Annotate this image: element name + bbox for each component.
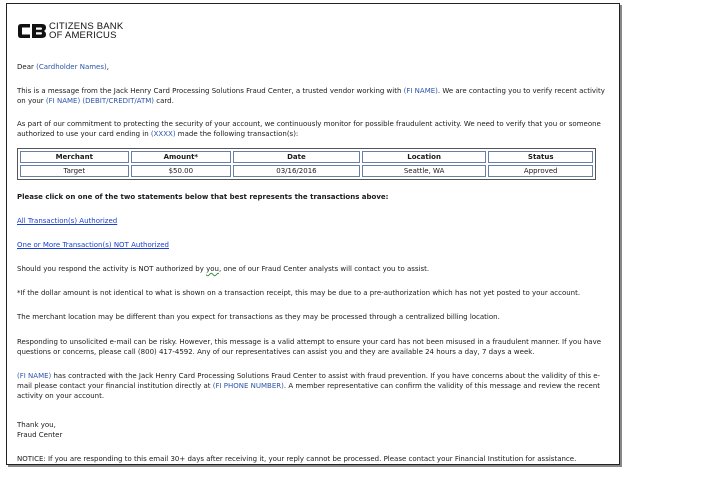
greeting-prefix: Dear <box>17 63 37 71</box>
greeting-suffix: , <box>106 63 109 71</box>
greeting <box>17 62 612 72</box>
commitment-text: made the following transaction(s): <box>175 130 299 138</box>
instruction-text: Please click on one of the two statements below that best represents the transactions above: <box>17 193 389 201</box>
bank-name <box>49 22 123 40</box>
cell-amount: $50.00 <box>131 165 232 177</box>
col-header-date: Date <box>233 151 360 163</box>
cell-date: 03/16/2016 <box>233 165 360 177</box>
cell-location: Seattle, WA <box>362 165 487 177</box>
amount-note: *If the dollar amount is not identical to what is shown on a transaction receipt, this may be due to a pre-authorization which has not yet posted to your account. <box>17 289 581 297</box>
signoff-sender: Fraud Center <box>17 431 63 439</box>
all-authorized-link[interactable]: All Transaction(s) Authorized <box>17 217 118 225</box>
bank-logo <box>17 20 123 42</box>
cb-monogram-icon <box>17 22 47 40</box>
fi-name-placeholder: (FI NAME) <box>403 87 438 95</box>
contract-text: . A member representative can confirm the validity of this message and review the recent activity on your account. <box>17 382 601 400</box>
email-frame <box>6 3 620 465</box>
commitment-paragraph <box>17 119 612 139</box>
signoff <box>17 420 612 440</box>
bank-name-line2: OF AMERICUS <box>49 30 117 41</box>
col-header-merchant: Merchant <box>20 151 129 163</box>
table-row <box>20 165 593 177</box>
cardholder-name-placeholder: (Cardholder Names) <box>36 63 107 71</box>
intro-text: card. <box>154 97 174 105</box>
intro-text: This is a message from the Jack Henry Card Processing Solutions Fraud Center, a trusted vendor working with <box>17 87 404 95</box>
card-last-placeholder: (XXXX) <box>150 130 176 138</box>
col-header-status: Status <box>488 151 593 163</box>
col-header-location: Location <box>362 151 487 163</box>
card-type-placeholder: (DEBIT/CREDIT/ATM) <box>82 97 155 105</box>
table-header-row <box>20 151 593 163</box>
authorized-link-line <box>17 216 612 226</box>
not-authorized-link-line <box>17 240 612 250</box>
fi-name-placeholder: (FI NAME) <box>17 372 52 380</box>
signoff-thanks: Thank you, <box>17 421 56 429</box>
col-header-amount: Amount* <box>131 151 232 163</box>
merchant-note: The merchant location may be different than you expect for transactions as they may be processed through a centralized billing location. <box>17 313 500 321</box>
notice-text: NOTICE: If you are responding to this email 30+ days after receiving it, your reply cannot be processed. Please contact your Financial Institution for assistance. <box>17 455 577 463</box>
fi-phone-placeholder: (FI PHONE NUMBER) <box>212 382 284 390</box>
respond-note <box>17 264 612 274</box>
transactions-table <box>17 148 596 180</box>
not-authorized-link[interactable]: One or More Transaction(s) NOT Authorized <box>17 241 170 249</box>
risk-note: Responding to unsolicited e-mail can be risky. However, this message is a valid attempt to ensure your card has not been misused in a fraudulent manner. If you have questions or concerns, please call (800) 417-4592. Any of our representatives can assist you and they are available 24 hours a day, 7 days a week. <box>17 338 602 356</box>
fi-name-placeholder: (FI NAME) <box>45 97 81 105</box>
intro-paragraph <box>17 86 612 106</box>
intro-text: . We are contacting you to verify recent activity on your <box>17 87 605 105</box>
commitment-text: As part of our commitment to protecting the security of your account, we continuously monitor for possible fraudulent activity. We need to verify that you or someone authorized to use your card ending in <box>17 120 601 138</box>
respond-text: Should you respond the activity is NOT authorized by <box>17 265 207 273</box>
contract-text: has contracted with the Jack Henry Card Processing Solutions Fraud Center to assist with fraud prevention. If you have concerns about the validity of this e-mail please contact your financial institution directly at <box>17 372 601 390</box>
contract-note <box>17 371 612 401</box>
cell-status: Approved <box>488 165 593 177</box>
respond-you: you <box>206 265 219 273</box>
respond-text: , one of our Fraud Center analysts will contact you to assist. <box>218 265 430 273</box>
bank-name-line1: CITIZENS BANK <box>49 21 124 32</box>
cell-merchant: Target <box>20 165 129 177</box>
